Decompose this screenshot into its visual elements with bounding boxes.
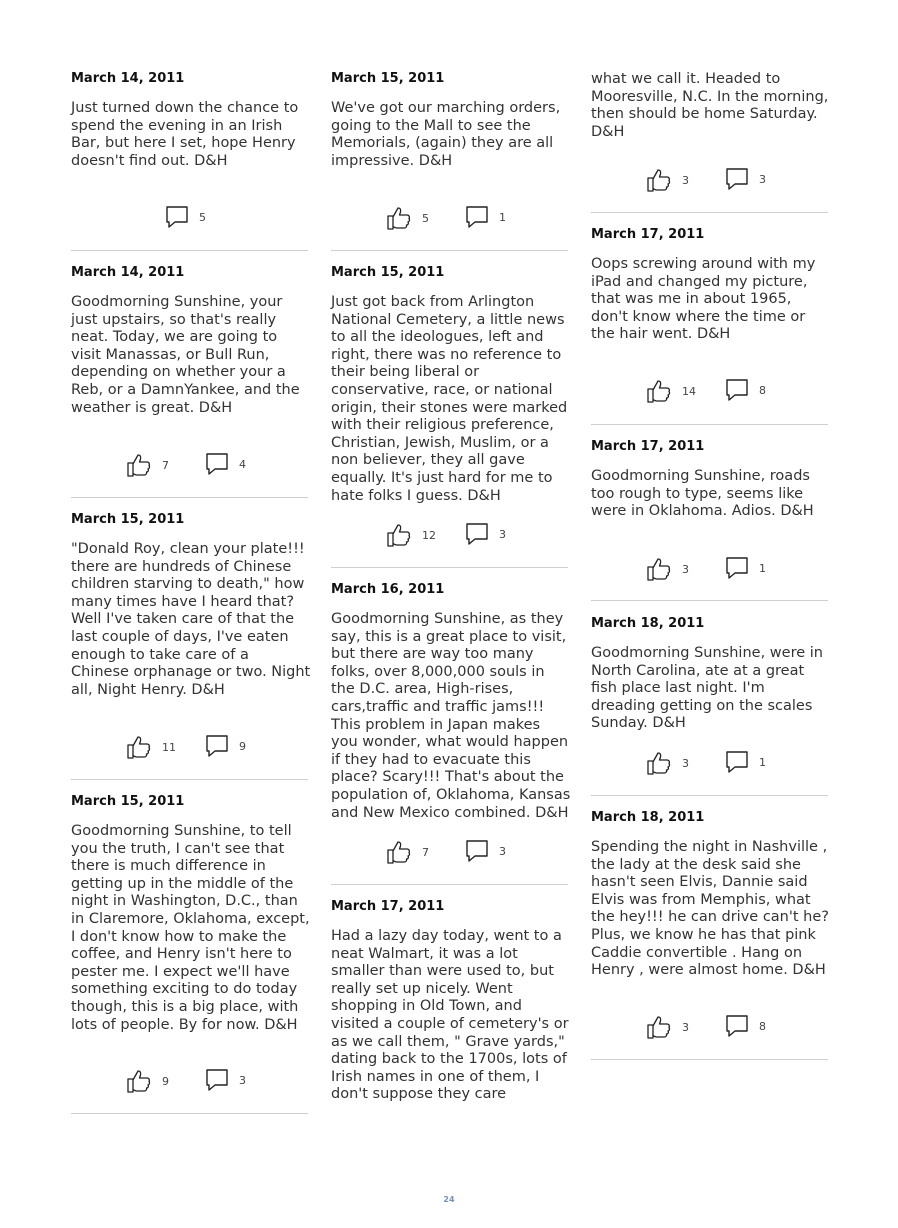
like-count: 5 bbox=[422, 211, 429, 225]
comment-button[interactable] bbox=[725, 167, 766, 191]
post-text: Just got back from Arlington National Cemetery, a little news to all the ideologues, left and right, there was no reference to their being liberal or conservative, race, or national origin, their stones were marked with their religious preference, Christian, Jewish, Muslim, or a non believer, they all gave equally. It's just hard for me to hate folks I guess. D&H bbox=[331, 294, 568, 504]
post-text: Spending the night in Nashville , the lady at the desk said she hasn't seen Elvis, Dannie said Elvis was from Memphis, what the hey!!! he can drive can't he? Plus, we know he has that pink Caddie convertible . Hang on Henry , were almost home. D&H bbox=[591, 839, 829, 979]
comment-button[interactable] bbox=[165, 205, 206, 229]
post-text: Just turned down the chance to spend the evening in an Irish Bar, but here I set, hope Henry doesn't find out. D&H bbox=[71, 100, 299, 169]
like-button[interactable] bbox=[646, 1014, 689, 1040]
comment-icon bbox=[465, 205, 489, 229]
post-text-continued: what we call it. Headed to Mooresville, N.C. In the morning, then should be home Saturday. D&H bbox=[591, 71, 829, 140]
comment-count: 9 bbox=[239, 739, 246, 753]
comment-count: 1 bbox=[759, 561, 766, 575]
post-stats bbox=[591, 556, 828, 584]
post-stats bbox=[331, 205, 568, 233]
comment-button[interactable] bbox=[465, 839, 506, 863]
thumbs-up-icon bbox=[126, 1068, 152, 1094]
post-stats bbox=[71, 734, 308, 762]
thumbs-up-icon bbox=[386, 839, 412, 865]
post-date: March 17, 2011 bbox=[591, 439, 705, 454]
comment-button[interactable] bbox=[205, 734, 246, 758]
like-count: 3 bbox=[682, 1020, 689, 1034]
post-stats bbox=[591, 167, 828, 195]
thumbs-up-icon bbox=[646, 378, 672, 404]
like-button[interactable] bbox=[646, 556, 689, 582]
post-date: March 18, 2011 bbox=[591, 616, 705, 631]
divider bbox=[591, 1059, 828, 1060]
like-count: 11 bbox=[162, 740, 176, 754]
divider bbox=[591, 795, 828, 796]
post-stats bbox=[71, 205, 308, 233]
like-button[interactable] bbox=[386, 522, 436, 548]
post-stats bbox=[71, 1068, 308, 1096]
post-text: Oops screwing around with my iPad and changed my picture, that was me in about 1965, don't know where the time or the hair went. D&H bbox=[591, 256, 816, 343]
comment-icon bbox=[465, 522, 489, 546]
divider bbox=[71, 497, 308, 498]
divider bbox=[331, 884, 568, 885]
post-text: We've got our marching orders, going to the Mall to see the Memorials, (again) they are all impressive. D&H bbox=[331, 100, 561, 169]
post-date: March 14, 2011 bbox=[71, 71, 185, 86]
comment-button[interactable] bbox=[725, 1014, 766, 1038]
post-text: "Donald Roy, clean your plate!!! there are hundreds of Chinese children starving to death," how many times have I heard that? Well I've taken care of that the last couple of days, I've eaten enough to take care of a Chinese orphanage or two. Night all, Night Henry. D&H bbox=[71, 541, 311, 698]
comment-count: 3 bbox=[239, 1073, 246, 1087]
post-stats bbox=[591, 750, 828, 778]
like-count: 7 bbox=[422, 845, 429, 859]
comment-button[interactable] bbox=[205, 1068, 246, 1092]
post-text: Had a lazy day today, went to a neat Walmart, it was a lot smaller than were used to, but really set up nicely. Went shopping in Old Town, and visited a couple of cemetery's or as we call them, " Grave yards," dating back to the 1700s, lots of Irish names in one of them, I don't suppose they care bbox=[331, 928, 569, 1103]
comment-count: 3 bbox=[759, 172, 766, 186]
comment-icon bbox=[205, 1068, 229, 1092]
like-count: 3 bbox=[682, 562, 689, 576]
post-date: March 17, 2011 bbox=[331, 899, 445, 914]
like-button[interactable] bbox=[126, 452, 169, 478]
comment-button[interactable] bbox=[725, 556, 766, 580]
thumbs-up-icon bbox=[646, 1014, 672, 1040]
like-count: 7 bbox=[162, 458, 169, 472]
comment-icon bbox=[725, 556, 749, 580]
post-stats bbox=[331, 522, 568, 550]
comment-icon bbox=[725, 750, 749, 774]
post-text: Goodmorning Sunshine, to tell you the truth, I can't see that there is much difference in getting up in the middle of the night in Washington, D.C., than in Claremore, Oklahoma, except, I don't know how to make the coffee, and Henry isn't here to pester me. I expect we'll have something exciting to do today though, this is a big place, with lots of people. By for now. D&H bbox=[71, 823, 310, 1033]
post-date: March 15, 2011 bbox=[331, 71, 445, 86]
post-stats bbox=[591, 378, 828, 406]
post-date: March 16, 2011 bbox=[331, 582, 445, 597]
comment-icon bbox=[465, 839, 489, 863]
thumbs-up-icon bbox=[646, 167, 672, 193]
comment-button[interactable] bbox=[205, 452, 246, 476]
thumbs-up-icon bbox=[386, 522, 412, 548]
post-text: Goodmorning Sunshine, roads too rough to type, seems like were in Oklahoma. Adios. D&H bbox=[591, 468, 814, 520]
like-button[interactable] bbox=[646, 750, 689, 776]
like-count: 3 bbox=[682, 756, 689, 770]
like-button[interactable] bbox=[646, 167, 689, 193]
comment-icon bbox=[725, 378, 749, 402]
post-stats bbox=[331, 839, 568, 867]
divider bbox=[591, 424, 828, 425]
comment-button[interactable] bbox=[725, 750, 766, 774]
post-date: March 15, 2011 bbox=[331, 265, 445, 280]
like-button[interactable] bbox=[386, 205, 429, 231]
post-text: Goodmorning Sunshine, were in North Carolina, ate at a great fish place last night. I'm dreading getting on the scales Sunday. D&H bbox=[591, 645, 823, 732]
like-count: 9 bbox=[162, 1074, 169, 1088]
comment-count: 4 bbox=[239, 457, 246, 471]
divider bbox=[591, 600, 828, 601]
thumbs-up-icon bbox=[126, 734, 152, 760]
post-date: March 14, 2011 bbox=[71, 265, 185, 280]
like-button[interactable] bbox=[386, 839, 429, 865]
divider bbox=[591, 212, 828, 213]
post-stats bbox=[591, 1014, 828, 1042]
thumbs-up-icon bbox=[386, 205, 412, 231]
divider bbox=[331, 567, 568, 568]
thumbs-up-icon bbox=[646, 556, 672, 582]
comment-count: 5 bbox=[199, 210, 206, 224]
divider bbox=[71, 779, 308, 780]
comment-icon bbox=[205, 452, 229, 476]
like-count: 12 bbox=[422, 528, 436, 542]
comment-button[interactable] bbox=[465, 205, 506, 229]
thumbs-up-icon bbox=[126, 452, 152, 478]
post-date: March 18, 2011 bbox=[591, 810, 705, 825]
post-date: March 17, 2011 bbox=[591, 227, 705, 242]
post-text: Goodmorning Sunshine, your just upstairs, so that's really neat. Today, we are going to visit Manassas, or Bull Run, depending on whether your a Reb, or a DamnYankee, and the weather is great. D&H bbox=[71, 294, 300, 416]
comment-count: 8 bbox=[759, 1019, 766, 1033]
post-stats bbox=[71, 452, 308, 480]
divider bbox=[71, 250, 308, 251]
like-button[interactable] bbox=[126, 1068, 169, 1094]
comment-icon bbox=[205, 734, 229, 758]
comment-count: 1 bbox=[499, 210, 506, 224]
like-button[interactable] bbox=[126, 734, 176, 760]
like-count: 14 bbox=[682, 384, 696, 398]
post-date: March 15, 2011 bbox=[71, 794, 185, 809]
comment-button[interactable] bbox=[465, 522, 506, 546]
comment-count: 3 bbox=[499, 527, 506, 541]
comment-count: 3 bbox=[499, 844, 506, 858]
post-date: March 15, 2011 bbox=[71, 512, 185, 527]
comment-button[interactable] bbox=[725, 378, 766, 402]
like-count: 3 bbox=[682, 173, 689, 187]
divider bbox=[71, 1113, 308, 1114]
post-text: Goodmorning Sunshine, as they say, this is a great place to visit, but there are way too many folks, over 8,000,000 souls in the D.C. area, High-rises, cars,traffic and traffic jams!!! This problem in Japan makes you wonder, what would happen if they had to evacuate this place? Scary!!! That's about the population of, Oklahoma, Kansas and New Mexico combined. D&H bbox=[331, 611, 571, 821]
like-button[interactable] bbox=[646, 378, 696, 404]
page-number: 24 bbox=[443, 1195, 455, 1204]
comment-icon bbox=[165, 205, 189, 229]
comment-count: 1 bbox=[759, 755, 766, 769]
comment-icon bbox=[725, 167, 749, 191]
thumbs-up-icon bbox=[646, 750, 672, 776]
divider bbox=[331, 250, 568, 251]
comment-icon bbox=[725, 1014, 749, 1038]
comment-count: 8 bbox=[759, 383, 766, 397]
